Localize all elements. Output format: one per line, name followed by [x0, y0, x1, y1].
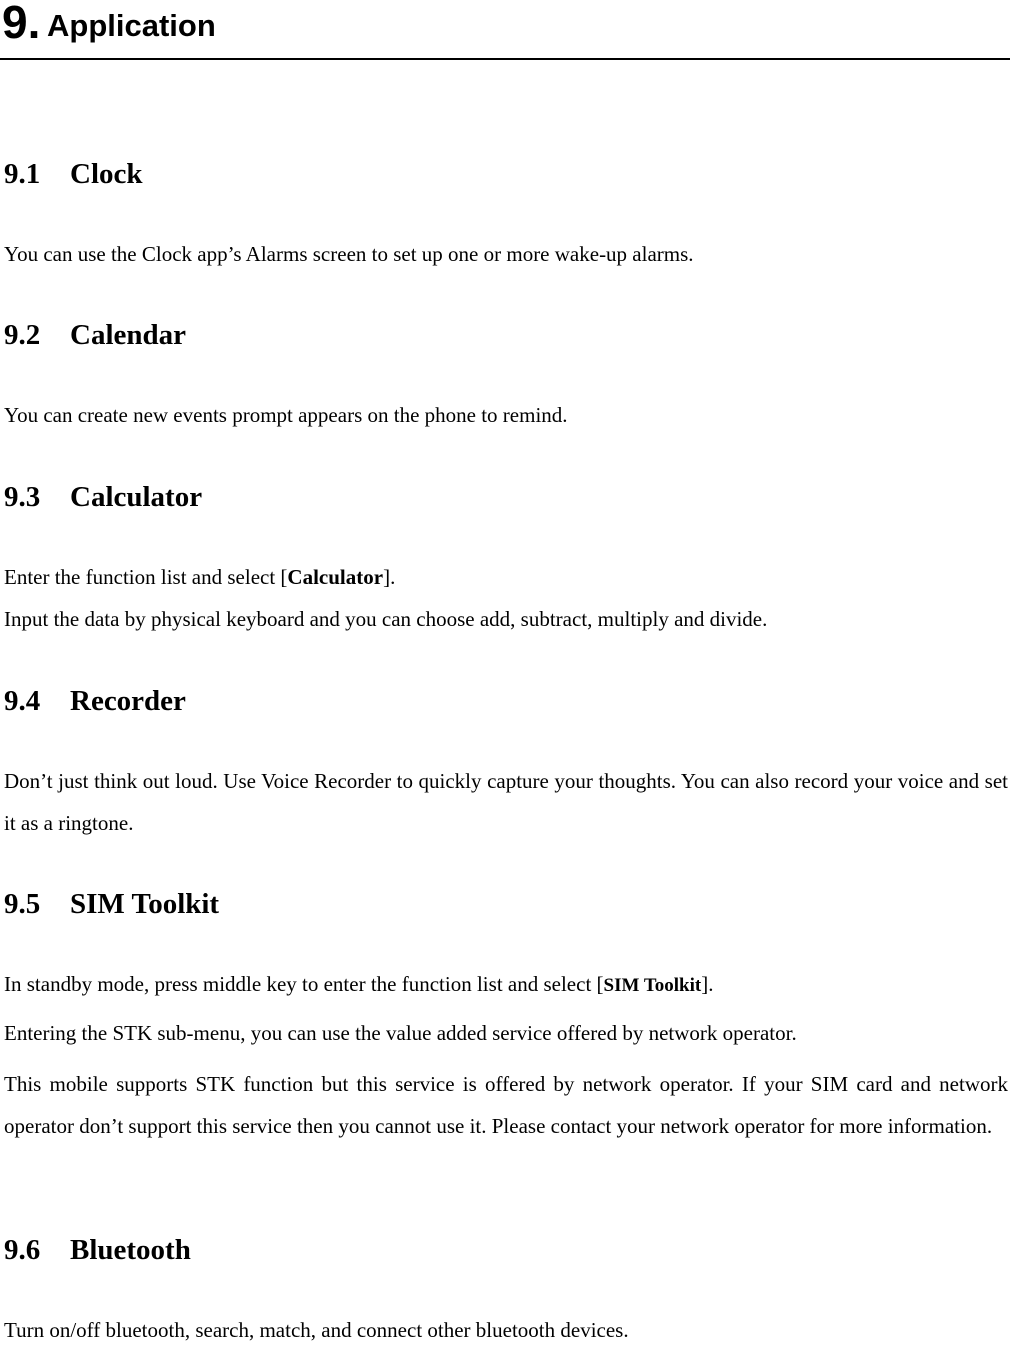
section-number: 9.2 — [4, 319, 41, 351]
sim-toolkit-paragraph-1 — [4, 963, 1008, 1007]
section-number: 9.1 — [4, 158, 41, 190]
section-number: 9.5 — [4, 888, 41, 920]
section-title: Clock — [70, 158, 143, 190]
sim-toolkit-paragraph-2: Entering the STK sub-menu, you can use the value added service offered by network operator. — [4, 1021, 797, 1045]
chapter-title: Application — [47, 8, 216, 43]
calendar-paragraph: You can create new events prompt appears on the phone to remind. — [4, 403, 568, 427]
recorder-paragraph: Don’t just think out loud. Use Voice Recorder to quickly capture your thoughts. You can also record your voice and set it as a ringtone. — [4, 769, 1008, 835]
section-number: 9.3 — [4, 481, 41, 513]
section-number: 9.4 — [4, 685, 41, 717]
section-heading-bluetooth — [4, 1233, 191, 1267]
section-number: 9.6 — [4, 1234, 41, 1266]
menu-keyword-calculator: Calculator — [287, 565, 384, 589]
section-heading-recorder — [4, 684, 186, 718]
text: Enter the function list and select [ — [4, 565, 288, 589]
menu-keyword-sim-toolkit: SIM Toolkit — [603, 975, 702, 996]
text: In standby mode, press middle key to enter the function list and select [ — [4, 972, 604, 996]
bluetooth-paragraph: Turn on/off bluetooth, search, match, and connect other bluetooth devices. — [4, 1318, 629, 1342]
sim-toolkit-paragraph-3: This mobile supports STK function but this service is offered by network operator. If your SIM card and network operator don’t support this service then you cannot use it. Please contact your network operator for more information. — [4, 1072, 1008, 1138]
clock-paragraph: You can use the Clock app’s Alarms screen to set up one or more wake-up alarms. — [4, 242, 694, 266]
chapter-heading — [0, 0, 1010, 60]
section-title: Bluetooth — [70, 1234, 191, 1266]
section-title: SIM Toolkit — [70, 888, 220, 920]
text: ]. — [701, 972, 714, 996]
section-heading-sim-toolkit — [4, 887, 219, 921]
chapter-number: 9. — [2, 0, 41, 48]
section-heading-calendar — [4, 318, 186, 352]
text: ]. — [383, 565, 396, 589]
section-title: Calculator — [70, 481, 203, 513]
calculator-paragraph-2: Input the data by physical keyboard and you can choose add, subtract, multiply and divide. — [4, 607, 768, 631]
section-title: Recorder — [70, 685, 186, 717]
section-heading-calculator — [4, 480, 202, 514]
section-title: Calendar — [70, 319, 186, 351]
calculator-paragraph-1 — [4, 556, 1008, 598]
section-heading-clock — [4, 157, 143, 191]
